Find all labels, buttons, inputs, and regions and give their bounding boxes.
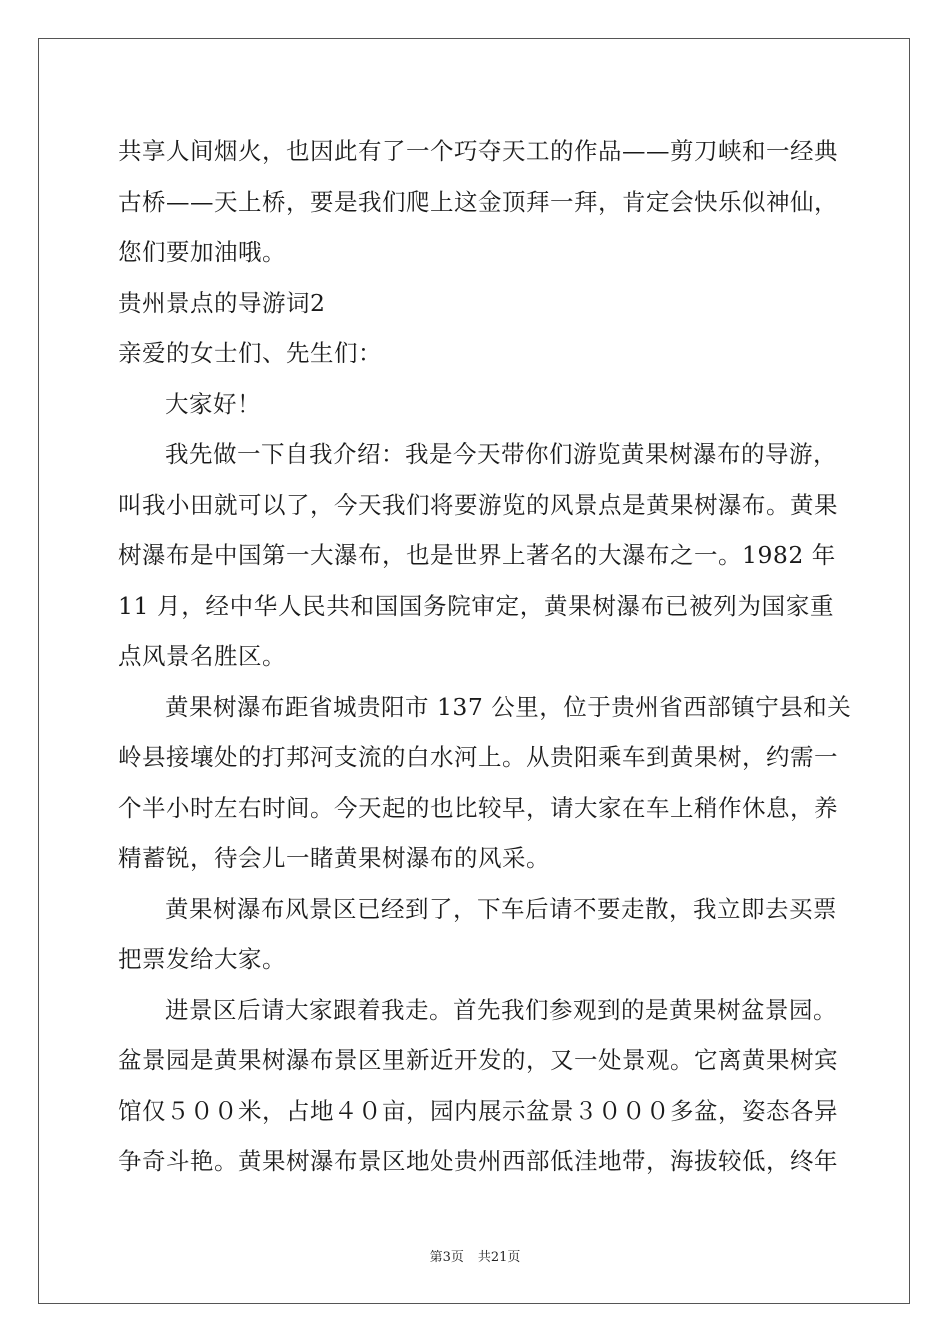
salutation: 亲爱的女士们、先生们： xyxy=(118,339,382,367)
document-body xyxy=(118,126,852,1187)
text-line: 11 月，经中华人民共和国国务院审定，黄果树瀑布已被列为国家重 xyxy=(118,591,834,620)
greeting: 大家好！ xyxy=(165,389,261,418)
page-number: 第3页 xyxy=(429,1250,464,1265)
page-total: 共21页 xyxy=(477,1250,521,1265)
text-line: 进景区后请大家跟着我走。首先我们参观到的是黄果树盆景园。 xyxy=(165,995,837,1024)
text-line: 叫我小田就可以了，今天我们将要游览的风景点是黄果树瀑布。黄果 xyxy=(118,490,838,519)
text-line: 精蓄锐，待会儿一睹黄果树瀑布的风采。 xyxy=(118,844,550,872)
text-line: 古桥——天上桥，要是我们爬上这金顶拜一拜，肯定会快乐似神仙， xyxy=(118,187,838,216)
text-line: 黄果树瀑布距省城贵阳市 137 公里，位于贵州省西部镇宁县和关 xyxy=(165,692,852,721)
text-line: 共享人间烟火，也因此有了一个巧夺天工的作品——剪刀峡和一经典 xyxy=(118,137,838,165)
text-line: 把票发给大家。 xyxy=(118,945,286,973)
text-line: 我先做一下自我介绍：我是今天带你们游览黄果树瀑布的导游， xyxy=(165,440,837,468)
text-line: 馆仅５００米，占地４０亩，园内展示盆景３０００多盆，姿态各异 xyxy=(118,1096,838,1125)
page-footer xyxy=(0,1246,950,1265)
text-line: 争奇斗艳。黄果树瀑布景区地处贵州西部低洼地带，海拔较低，终年 xyxy=(118,1147,838,1175)
text-line: 点风景名胜区。 xyxy=(118,642,286,670)
text-line: 岭县接壤处的打邦河支流的白水河上。从贵阳乘车到黄果树，约需一 xyxy=(118,743,838,771)
text-line: 黄果树瀑布风景区已经到了，下车后请不要走散，我立即去买票 xyxy=(165,894,837,923)
section-heading: 贵州景点的导游词2 xyxy=(118,288,326,317)
text-line: 盆景园是黄果树瀑布景区里新近开发的，又一处景观。它离黄果树宾 xyxy=(118,1046,838,1074)
text-line: 个半小时左右时间。今天起的也比较早，请大家在车上稍作休息，养 xyxy=(118,793,838,822)
text-line: 您们要加油哦。 xyxy=(118,238,286,266)
text-line: 树瀑布是中国第一大瀑布，也是世界上著名的大瀑布之一。1982 年 xyxy=(118,541,836,569)
